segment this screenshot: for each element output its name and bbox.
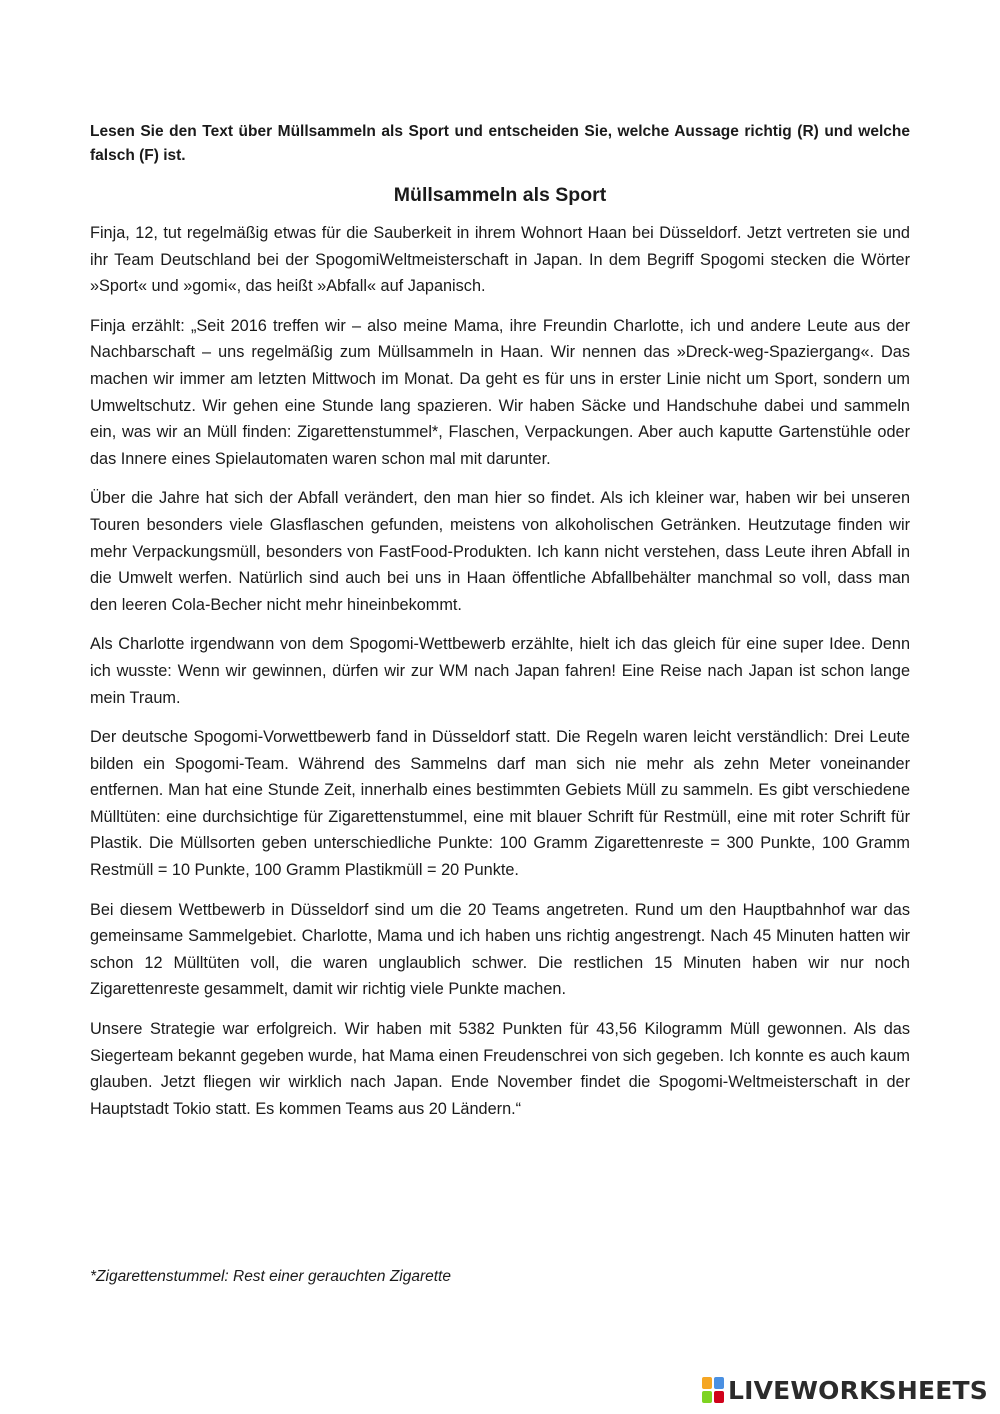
- instruction-text: Lesen Sie den Text über Müllsammeln als Sport und entscheiden Sie, welche Aussage richtig (R) und welche falsch (F) ist.: [90, 123, 910, 164]
- logo-square-3: [702, 1391, 712, 1403]
- paragraph: Finja erzählt: „Seit 2016 treffen wir – also meine Mama, ihre Freundin Charlotte, ich und andere Leute aus der Nachbarschaft – uns regelmäßig zum Müllsammeln in Haan. Wir nennen das »Dreck-weg-Spaziergang«. Das machen wir immer am letzten Mittwoch im Monat. Da geht es für uns in erster Linie nicht um Sport, sondern um Umweltschutz. Wir gehen eine Stunde lang spazieren. Wir haben Säcke und Handschuhe dabei und sammeln ein, was wir an Müll finden: Zigarettenstummel*, Flaschen, Verpackungen. Aber auch kaputte Gartenstühle oder das Innere eines Spielautomaten waren schon mal mit darunter.: [90, 316, 910, 468]
- paragraph: Unsere Strategie war erfolgreich. Wir haben mit 5382 Punkten für 43,56 Kilogramm Müll gewonnen. Als das Siegerteam bekannt gegeben wurde, hat Mama einen Freudenschrei von sich gegeben. Ich konnte es auch kaum glauben. Jetzt fliegen wir wirklich nach Japan. Ende November findet die Spogomi-Weltmeisterschaft in der Hauptstadt Tokio statt. Es kommen Teams aus 20 Ländern.“: [90, 1020, 910, 1118]
- paragraph: Über die Jahre hat sich der Abfall verändert, den man hier so findet. Als ich kleiner war, haben wir bei unseren Touren besonders viele Glasflaschen gefunden, meistens von alkoholischen Getränken. Heutzutage finden wir mehr Verpackungsmüll, besonders von FastFood-Produkten. Ich kann nicht verstehen, dass Leute ihren Abfall in die Umwelt werfen. Natürlich sind auch bei uns in Haan öffentliche Abfallbehälter manchmal so voll, dass man den leeren Cola-Becher nicht mehr hineinbekommt.: [90, 489, 910, 614]
- article-title: Müllsammeln als Sport: [393, 184, 607, 206]
- paragraph: Bei diesem Wettbewerb in Düsseldorf sind um die 20 Teams angetreten. Rund um den Hauptbahnhof war das gemeinsame Sammelgebiet. Charlotte, Mama und ich haben uns richtig angestrengt. Nach 45 Minuten hatten wir schon 12 Mülltüten voll, die waren unglaublich schwer. Die restlichen 15 Minuten haben wir nur noch Zigarettenreste gesammelt, damit wir richtig viele Punkte machen.: [90, 900, 910, 999]
- logo-square-2: [714, 1377, 724, 1389]
- worksheet-page: [90, 120, 910, 1135]
- paragraph: Als Charlotte irgendwann von dem Spogomi-Wettbewerb erzählte, hielt ich das gleich für eine super Idee. Denn ich wusste: Wenn wir gewinnen, dürfen wir zur WM nach Japan fahren! Eine Reise nach Japan ist schon lange mein Traum.: [90, 635, 910, 707]
- footnote: *Zigarettenstummel: Rest einer gerauchten Zigarette: [90, 1268, 451, 1285]
- liveworksheets-brand[interactable]: [702, 1374, 988, 1406]
- logo-square-1: [702, 1377, 712, 1389]
- paragraph: Finja, 12, tut regelmäßig etwas für die Sauberkeit in ihrem Wohnort Haan bei Düsseldorf. Jetzt vertreten sie und ihr Team Deutschland bei der SpogomiWeltmeisterschaft in Japan. In dem Begriff Spogomi stecken die Wörter »Sport« und »gomi«, das heißt »Abfall« auf Japanisch.: [90, 224, 910, 296]
- paragraph: Der deutsche Spogomi-Vorwettbewerb fand in Düsseldorf statt. Die Regeln waren leicht verständlich: Drei Leute bilden ein Spogomi-Team. Während des Sammelns darf man sich nie mehr als zehn Meter voneinander entfernen. Man hat eine Stunde Zeit, innerhalb eines bestimmten Gebiets Müll zu sammeln. Es gibt verschiedene Mülltüten: eine durchsichtige für Zigarettenstummel, eine mit blauer Schrift für Restmüll, eine mit roter Schrift für Plastik. Die Müllsorten geben unterschiedliche Punkte: 100 Gramm Zigarettenreste = 300 Punkte, 100 Gramm Restmüll = 10 Punkte, 100 Gramm Plastikmüll = 20 Punkte.: [90, 728, 910, 880]
- logo-square-4: [714, 1391, 724, 1403]
- brand-name: LIVEWORKSHEETS: [727, 1375, 988, 1405]
- liveworksheets-logo-icon: [702, 1377, 724, 1403]
